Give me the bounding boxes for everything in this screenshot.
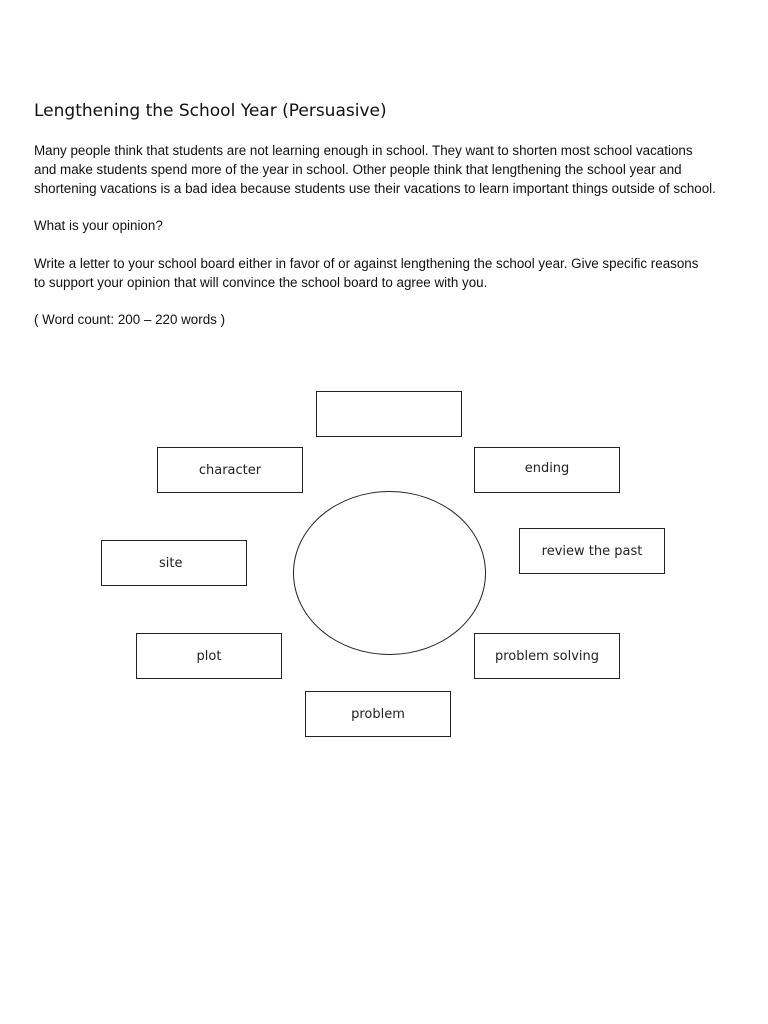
ending-box	[474, 447, 620, 493]
problem-solving-box	[474, 633, 620, 679]
opinion-question: What is your opinion?	[34, 218, 163, 233]
site-box	[101, 540, 247, 586]
review-box	[519, 528, 665, 574]
review-label: review the past	[541, 543, 643, 559]
task-line: Write a letter to your school board either in favor of or against lengthening the school year. Give specific reasons	[34, 256, 699, 271]
site-label: site	[159, 555, 183, 571]
character-box	[157, 447, 303, 493]
plot-label: plot	[196, 648, 222, 664]
plot-box	[136, 633, 282, 679]
intro-paragraph	[34, 141, 716, 198]
word-count-note: ( Word count: 200 – 220 words )	[34, 312, 226, 327]
center-oval	[293, 491, 486, 655]
character-label: character	[198, 462, 262, 478]
page-title: Lengthening the School Year (Persuasive)	[34, 101, 387, 121]
intro-line: shortening vacations is a bad idea because students use their vacations to learn important things outside of school.	[34, 181, 716, 196]
task-line: to support your opinion that will convince the school board to agree with you.	[34, 275, 488, 290]
top-blank-box	[316, 391, 462, 437]
problem-box	[305, 691, 451, 737]
ending-label: ending	[524, 461, 570, 476]
intro-line: and make students spend more of the year in school. Other people think that lengthening the school year and	[34, 162, 682, 177]
problem-solving-label: problem solving	[494, 648, 600, 664]
intro-line: Many people think that students are not learning enough in school. They want to shorten most school vacations	[34, 143, 693, 158]
problem-label: problem	[351, 706, 405, 722]
task-instructions	[34, 254, 698, 292]
